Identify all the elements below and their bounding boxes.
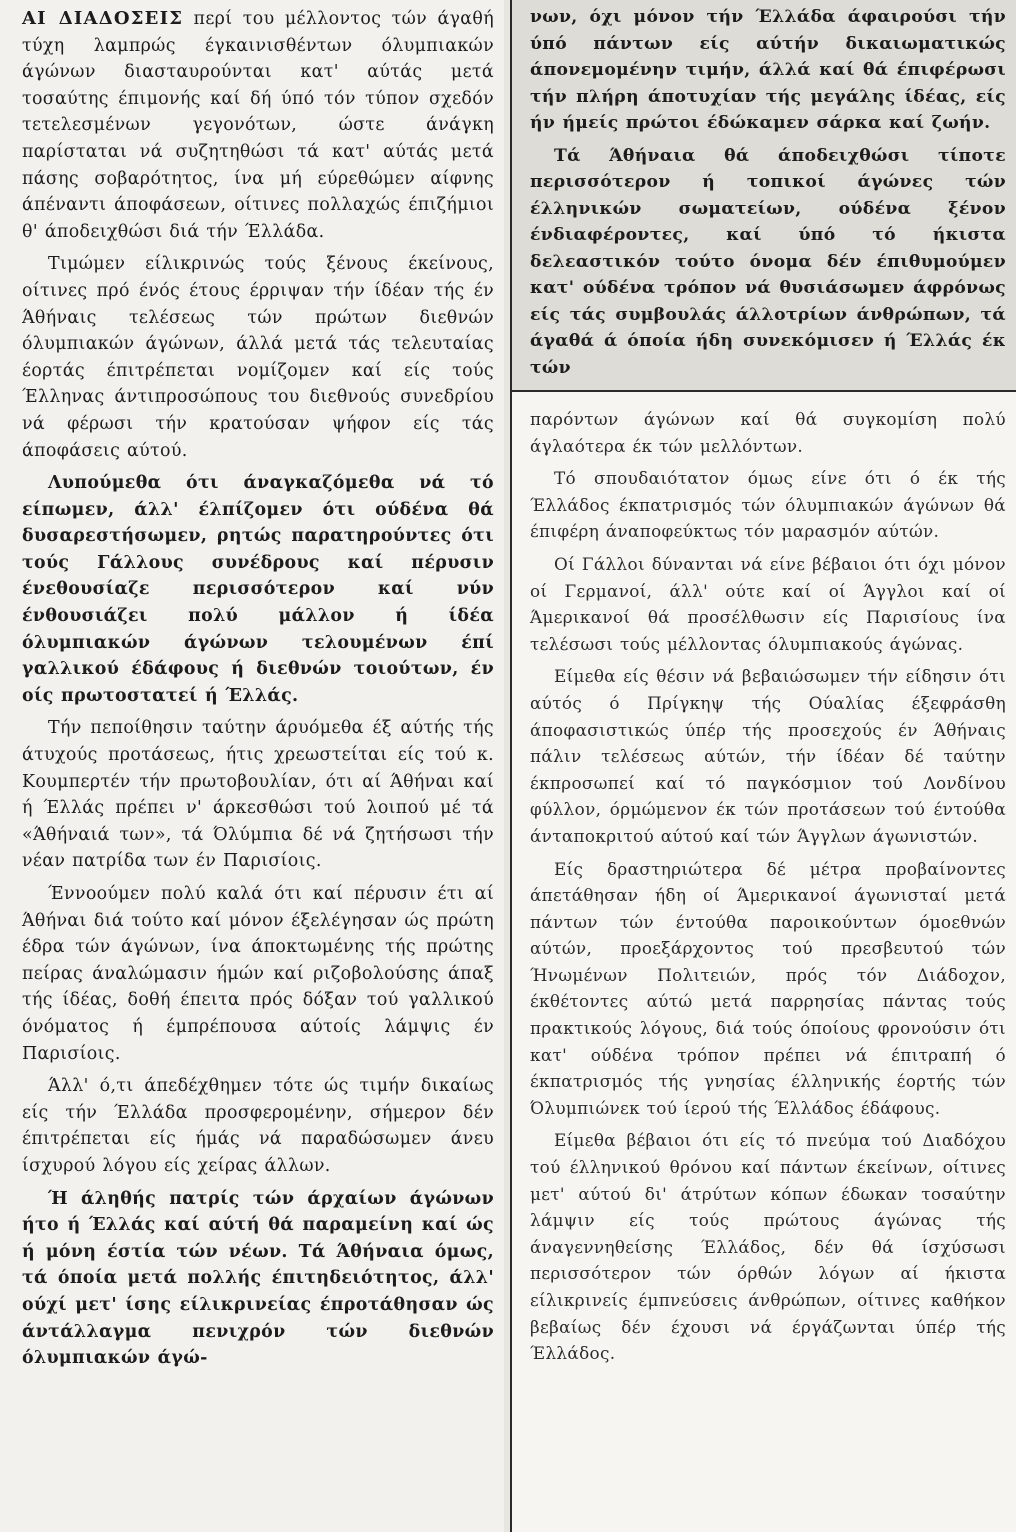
- paragraph-11: Τό σπουδαιότατον όμως είνε ότι ό έκ τής Έλλάδος έκπατρισμός τών όλυμπιακών άγώνων θά έπιφέρη άναποφεύκτως τόν μαρασμόν αύτών.: [530, 468, 1006, 542]
- right-column-top-section: [510, 0, 1016, 392]
- paragraph-4: Τήν πεποίθησιν ταύτην άρυόμεθα έξ αύτής τής άτυχούς προτάσεως, ήτις χρεωστείται είς τού κ. Κουμπερτέν τήν πρωτοβουλίαν, ότι αί Άθήναι καί ή Έλλάς πρέπει ν' άρκεσθώσι τού λοιπού μέ τά «Άθήναιά των», τά Όλύμπια δέ νά ζητήσωσι τήν νέαν πατρίδα των έν Παρισίοις.: [22, 718, 494, 872]
- paragraph-15: Είμεθα βέβαιοι ότι είς τό πνεύμα τού Διαδόχου τού έλληνικού θρόνου καί πάντων έκείνων, οίτινες μετ' αύτού δι' άτρύτων κόπων έδωκαν τοσαύτην λάμψιν είς τούς πρώτους άγώνας τής άναγεννηθείσης Έλλάδος, δέν θά ίσχύσωσι περισσότερον τών όρθών λόγων αί ήκιστα είλικρινείς έμπνεύσεις άνθρώπων, οίτινες καθήκον βεβαίως δέν έχουσι νά έργάζωνται ύπέρ τής Έλλάδος.: [530, 1130, 1006, 1364]
- paragraph-9: Τά Άθήναια θά άποδειχθώσι τίποτε περισσότερον ή τοπικοί άγώνες τών έλληνικών σωματείων, ούδένα ξένον ένδιαφέροντες, καί ύπό τό ήκιστα δελεαστικόν τούτο όνομα δέν έπιθυμούμεν κατ' ούδένα τρόπον νά θυσιάσωμεν άφρόνως είς τάς συμβουλάς άλλοτρίων άνθρώπων, τά άγαθά ά όποία ήδη συνεκόμισεν ή Έλλάς έκ τών: [530, 145, 1006, 378]
- paragraph-5: Έννοούμεν πολύ καλά ότι καί πέρυσιν έτι αί Άθήναι διά τούτο καί μόνον έξελέγησαν ώς πρώτη έδρα τών άγώνων, ίνα άποκτωμένης τής πρώτης πείρας άναλώμασιν ήμών καί ριζοβολούσης άπαξ τής ίδέας, δοθή έπειτα πρός δόξαν τού γαλλικού όνόματος ή έμπρέπουσα αύτοίς λάμψις έν Παρισίοις.: [22, 884, 494, 1064]
- paragraph-13: Είμεθα είς θέσιν νά βεβαιώσωμεν τήν είδησιν ότι αύτός ό Πρίγκηψ τής Ούαλίας έξεφράσθη άποφασιστικώς ύπέρ τής προσεχούς έν Άθήναις πάλιν τελέσεως αύτών, τήν ίδέαν δέ ταύτην έκπροσωπεί καί τό παγκόσμιον τού Λονδίνου φύλλον, όρμώμενον έκ τών προτάσεων τού έντούθα άνταποκριτού αύτού καί τών Άγγλων άγωνιστών.: [530, 666, 1006, 846]
- paragraph-3: Λυπούμεθα ότι άναγκαζόμεθα νά τό είπωμεν, άλλ' έλπίζομεν ότι ούδένα θά δυσαρεστήσωμεν, ρητώς παρατηρούντες ότι τούς Γάλλους συνέδρους καί πέρυσιν ένεθουσίαζε περισσότερον καί νύν ένθουσιάζει πολύ μάλλον ή ίδέα όλυμπιακών άγώνων τελουμένων έπί γαλλικού έδάφους ή διεθνών τοιούτων, έν οίς πρωτοστατεί ή Έλλάς.: [22, 473, 494, 706]
- article-heading: ΑΙ ΔΙΑΔΟΣΕΙΣ: [22, 8, 184, 29]
- paragraph-6: Άλλ' ό,τι άπεδέχθημεν τότε ώς τιμήν δικαίως είς τήν Έλλάδα προσφερομένην, σήμερον δέν έπιτρέπεται είς ήμάς νά παραδώσωμεν άνευ ίσχυρού λόγου είς χείρας άλλων.: [22, 1076, 494, 1176]
- paragraph-8: νων, όχι μόνον τήν Έλλάδα άφαιρούσι τήν ύπό πάντων είς αύτήν δικαιωματικώς άπονεμομένην τιμήν, άλλά καί θά έπιφέρωσι τήν πλήρη άποτυχίαν τής μεγάλης ίδέας, είς ήν ήμείς πρώτοι έδώκαμεν σάρκα καί ζωήν.: [530, 7, 1006, 133]
- paragraph-2: Τιμώμεν είλικρινώς τούς ξένους έκείνους, οίτινες πρό ένός έτους έρριψαν τήν ίδέαν τής έν Άθήναις τελέσεως τών πρώτων διεθνών όλυμπιακών άγώνων, άλλά μετά τάς τελευταίας έορτάς έπιτρέπεται νομίζομεν καί είς τούς Έλληνας άντιπροσώπους του διεθνούς συνεδρίου νά φέρωσι τήν κρατούσαν ψήφον είς τάς άποφάσεις αύτού.: [22, 254, 494, 461]
- paragraph-12: Οί Γάλλοι δύνανται νά είνε βέβαιοι ότι όχι μόνον οί Γερμανοί, άλλ' ούτε καί οί Άγγλοι καί οί Άμερικανοί θά προσέλθωσιν είς Παρισίους ίνα τελέσωσι τούς μέλλοντας όλυμπιακούς άγώνας.: [530, 553, 1006, 654]
- paragraph-1: [22, 6, 494, 245]
- paragraph-10: παρόντων άγώνων καί θά συγκομίση πολύ άγλαότερα έκ τών μελλόντων.: [530, 409, 1006, 456]
- right-column-bottom-section: [510, 392, 1016, 1532]
- left-column: [0, 0, 506, 1532]
- paragraph-1-text: περί του μέλλοντος τών άγαθή τύχη λαμπρώς έγκαινισθέντων όλυμπιακών άγώνων διασταυρούνται κατ' αύτάς μετά τοσαύτης έπιμονής καί δή ύπό τόν τύπον σχεδόν τετελεσμένων γεγονότων, ώστε άνάγκη παρίσταται νά συζητηθώσι τά κατ' αύτάς μετά πάσης σοβαρότητος, ίνα μή εύρεθώμεν αίφνης άπέναντι άποφάσεων, οίτινες πολλαχώς έπιζήμιοι θ' άποδειχθώσι διά τήν Έλλάδα.: [22, 9, 494, 242]
- paragraph-7: Ή άληθής πατρίς τών άρχαίων άγώνων ήτο ή Έλλάς καί αύτή θά παραμείνη καί ώς ή μόνη έστία τών νέων. Τά Άθήναια όμως, τά όποία μετά πολλής έπιτηδειότητος, άλλ' ούχί μετ' ίσης είλικρινείας έπροτάθησαν ώς άντάλλαγμα πενιχρόν τών διεθνών όλυμπιακών άγώ-: [22, 1188, 494, 1369]
- paragraph-14: Είς δραστηριώτερα δέ μέτρα προβαίνοντες άπετάθησαν ήδη οί Άμερικανοί άγωνισταί μετά πάντων τών έντούθα παροικούντων όμοεθνών αύτών, προεξάρχοντος τού πρεσβευτού τών Ήνωμένων Πολιτειών, πρός τόν Διάδοχον, έκθέτοντες αύτώ μετά παρρησίας πάντας τούς πρακτικούς λόγους, διά τούς όποίους φρονούσιν ότι κατ' ούδένα τρόπον πρέπει νά έπιτραπή ό έκπατρισμός τής γνησίας έλληνικής έορτής τών Όλυμπιώνεκ τού ίερού τής Έλλάδος έδάφους.: [530, 858, 1006, 1118]
